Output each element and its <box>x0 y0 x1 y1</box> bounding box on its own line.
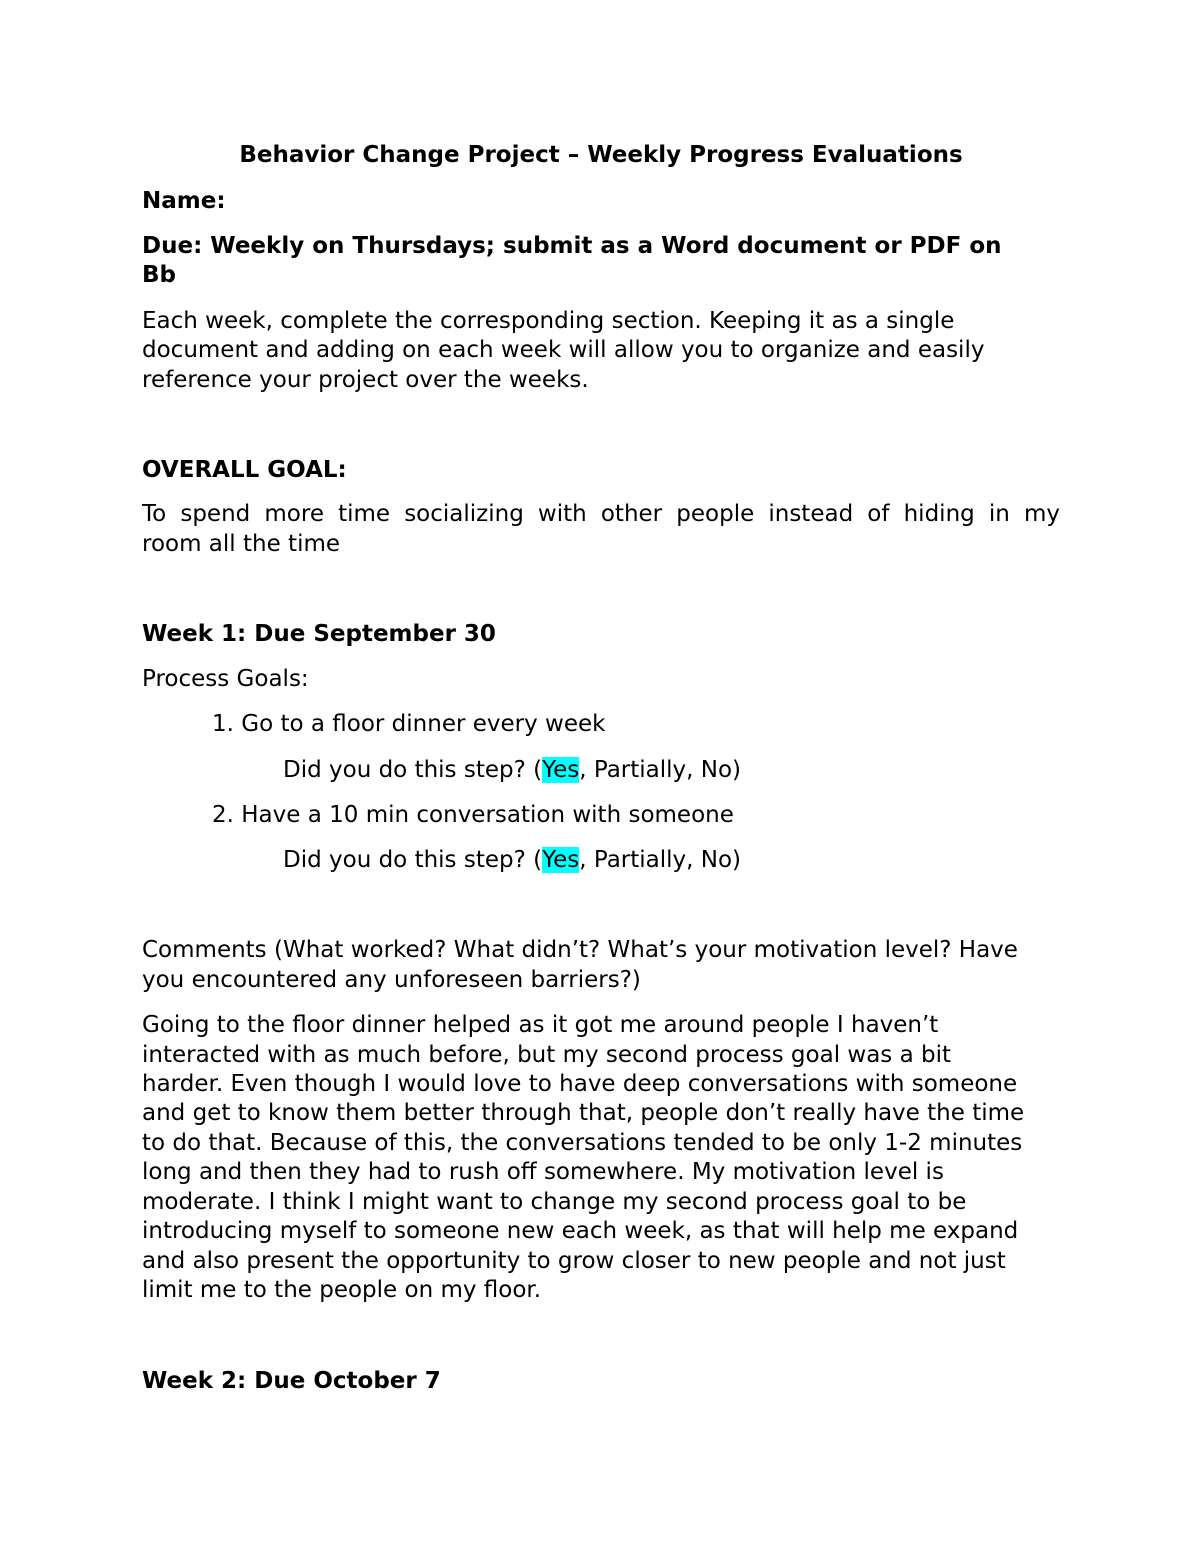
goal-2-text: Have a 10 min conversation with someone <box>241 802 734 828</box>
goal-2-selected-answer: Yes <box>542 847 580 873</box>
goal-1-text: Go to a floor dinner every week <box>241 711 606 737</box>
due-line-2: Bb <box>142 262 176 288</box>
comment-line: long and then they had to rush off somewhere. My motivation level is <box>142 1159 944 1185</box>
goal-1-question-prefix: Did you do this step? ( <box>283 757 543 783</box>
comment-line: introducing myself to someone new each week, as that will help me expand <box>142 1218 1019 1244</box>
week1-heading: Week 1: Due September 30 <box>142 621 496 647</box>
goal-1-question-suffix: , Partially, No) <box>579 757 742 783</box>
comment-line: to do that. Because of this, the conversations tended to be only 1-2 minutes <box>142 1130 1023 1156</box>
goal-2-question-prefix: Did you do this step? ( <box>283 847 543 873</box>
due-line-1: Due: Weekly on Thursdays; submit as a Word document or PDF on <box>142 233 1002 259</box>
goal-1-question <box>283 756 741 786</box>
comment-line: moderate. I think I might want to change my second process goal to be <box>142 1189 967 1215</box>
intro-line-1: Each week, complete the corresponding section. Keeping it as a single <box>142 308 955 334</box>
comment-line: interacted with as much before, but my second process goal was a bit <box>142 1042 952 1068</box>
goal-1 <box>212 710 605 740</box>
comment-line: harder. Even though I would love to have deep conversations with someone <box>142 1071 1018 1097</box>
goal-1-number: 1. <box>212 711 234 737</box>
name-label: Name: <box>142 188 226 214</box>
week2-heading: Week 2: Due October 7 <box>142 1368 441 1394</box>
goal-2 <box>212 801 734 831</box>
comment-line: Going to the floor dinner helped as it got me around people I haven’t <box>142 1012 939 1038</box>
goal-2-number: 2. <box>212 802 234 828</box>
comment-line: and also present the opportunity to grow closer to new people and not just <box>142 1248 1006 1274</box>
comment-line: limit me to the people on my floor. <box>142 1277 542 1303</box>
goal-1-selected-answer: Yes <box>542 757 580 783</box>
document-title: Behavior Change Project – Weekly Progress Evaluations <box>239 142 963 168</box>
comments-prompt-line-1: Comments (What worked? What didn’t? What’s your motivation level? Have <box>142 937 1018 963</box>
intro-line-3: reference your project over the weeks. <box>142 367 589 393</box>
goal-2-question-suffix: , Partially, No) <box>579 847 742 873</box>
overall-goal-line-2: room all the time <box>142 531 341 557</box>
comments-prompt-line-2: you encountered any unforeseen barriers?) <box>142 967 641 993</box>
process-goals-label: Process Goals: <box>142 666 309 692</box>
overall-goal-heading: OVERALL GOAL: <box>142 457 347 483</box>
comment-line: and get to know them better through that, people don’t really have the time <box>142 1100 1025 1126</box>
goal-2-question <box>283 846 741 876</box>
intro-line-2: document and adding on each week will allow you to organize and easily <box>142 337 985 363</box>
document-page <box>142 0 1060 1553</box>
overall-goal-line-1: To spend more time socializing with other people instead of hiding in my <box>142 501 1060 527</box>
